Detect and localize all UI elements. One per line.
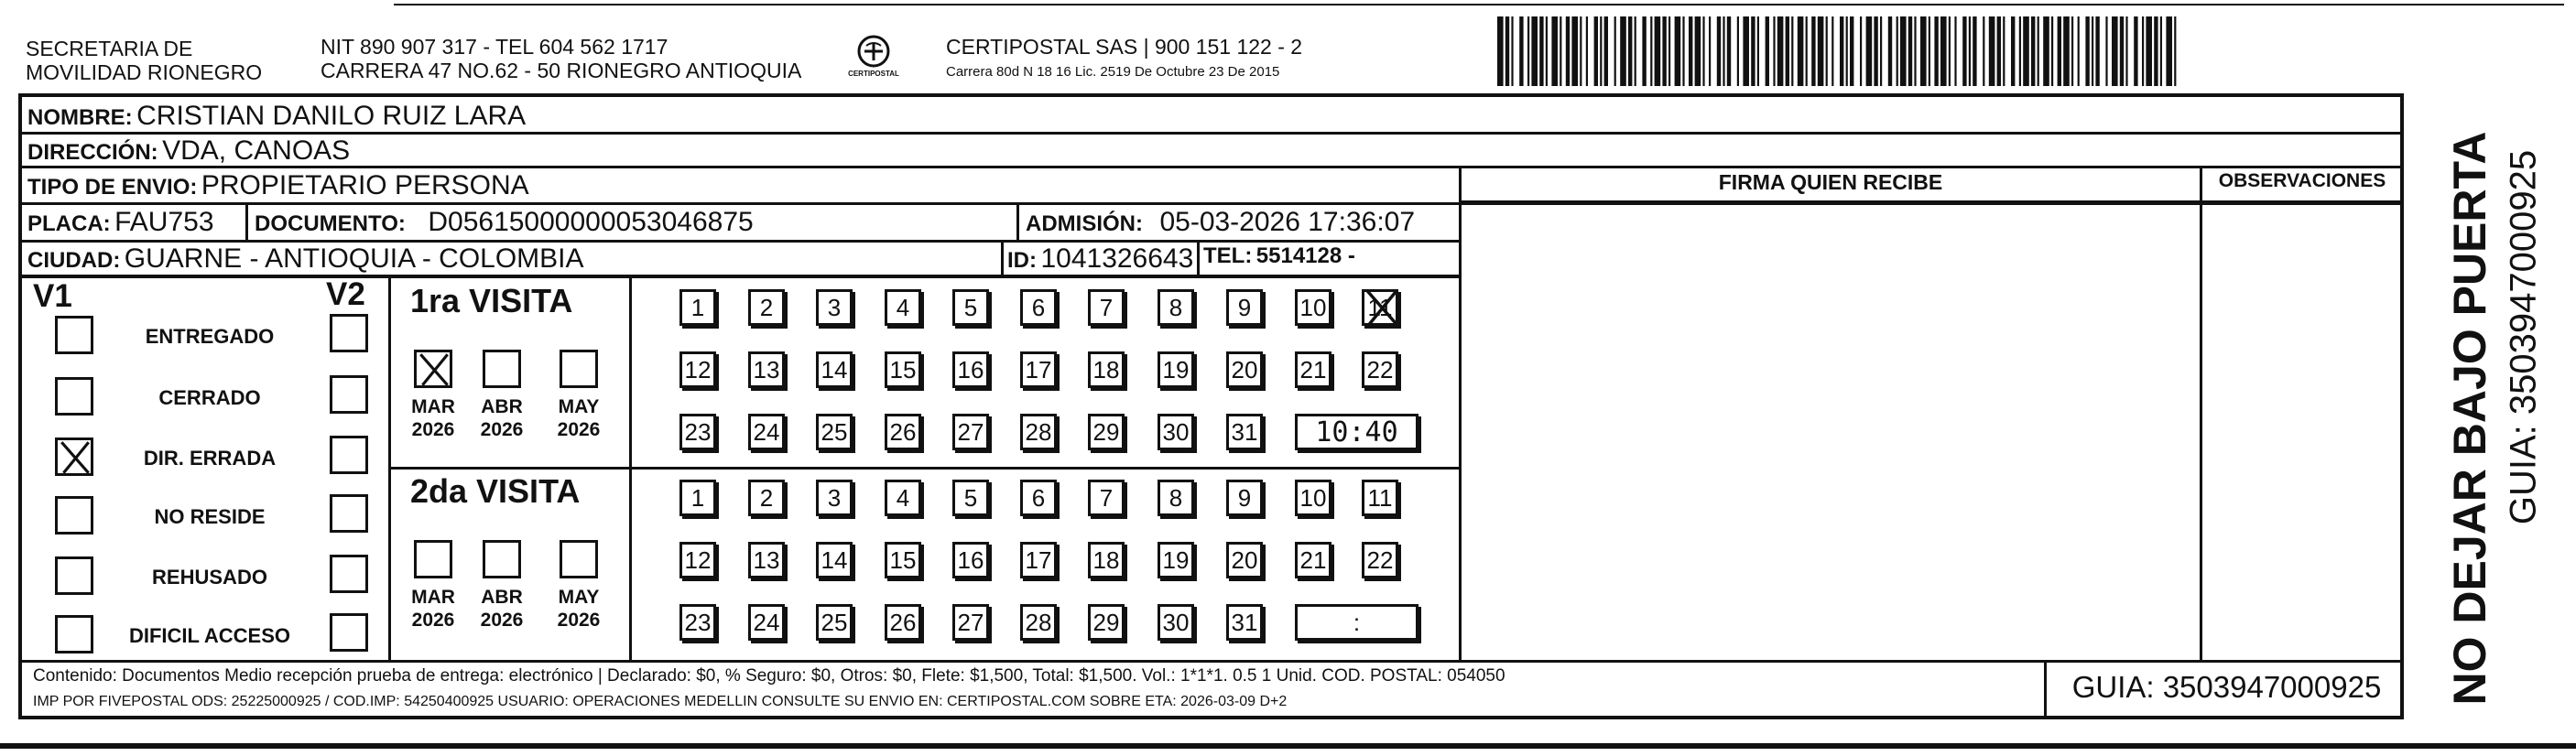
v2-checkbox[interactable] [330,436,368,474]
barcode-bar [1908,16,1912,86]
nombre-value: CRISTIAN DANILO RUIZ LARA [136,101,527,131]
barcode-bar [1635,16,1636,86]
day-box[interactable]: 28 [1020,604,1057,641]
month-label [406,395,461,441]
barcode-bar [2078,16,2080,86]
barcode-bar [1954,16,1956,86]
day-box[interactable]: 17 [1020,351,1057,388]
day-box[interactable]: 16 [952,542,989,578]
admision-label: ADMISIÓN: [1026,211,1143,236]
day-box[interactable]: 12 [679,542,716,578]
barcode-bar [2174,16,2176,86]
barcode-bar [2038,16,2039,86]
barcode-bar [1717,16,1721,86]
sender-name-line2: MOVILIDAD RIONEGRO [26,60,263,84]
barcode-bar [1614,16,1616,86]
day-box[interactable]: 5 [952,289,989,326]
barcode-bar [2071,16,2073,86]
nombre-row [27,101,526,132]
barcode-bar [1628,16,1632,86]
day-box[interactable]: 9 [1226,480,1263,516]
barcode-bar [1973,16,1976,86]
barcode-bar [1527,16,1529,86]
barcode-bar [1642,16,1646,86]
barcode-bar [1586,16,1588,86]
barcode-bar [1662,16,1666,86]
barcode-bar [1600,16,1602,86]
footer-guia: GUIA: 3503947000925 [2071,670,2382,704]
admision-separator [1016,205,1019,240]
barcode-bar [2095,16,2099,86]
barcode-bar [1594,16,1598,86]
barcode-bar [2166,16,2172,86]
month-label [406,586,461,632]
barcode-bar [2058,16,2061,86]
tel-label: TEL: [1203,243,1253,268]
v1-checkbox[interactable] [55,496,93,535]
barcode-bar [2142,16,2144,86]
day-box[interactable]: 5 [952,480,989,516]
top-rule [394,4,2564,5]
v2-checkbox[interactable] [330,375,368,414]
barcode-bar [1860,16,1862,86]
barcode-bar [1874,16,1877,86]
visit-divider [391,467,1460,470]
barcode-bar [1766,16,1769,86]
day-box[interactable]: 31 [1226,604,1263,641]
month-checkbox[interactable] [483,540,521,578]
day-box[interactable]: 10 [1295,480,1331,516]
barcode-bar [1723,16,1724,86]
month-checkbox[interactable] [483,350,521,388]
month-year: 2026 [411,419,455,440]
footer-imp: IMP POR FIVEPOSTAL ODS: 25225000925 / COD.IMP: 54250400925 USUARIO: OPERACIONES MEDELLIN CONSULTE SU ENVIO EN: CERTIPOSTAL.COM SOBRE ETA: 2026-03-09 D+2 [33,694,1288,709]
v1-label: V1 [33,278,72,314]
barcode-bar [1668,16,1670,86]
no-dejar-bajo-puerta: NO DEJAR BAJO PUERTA [2444,131,2495,706]
row-divider [20,132,2404,135]
barcode-bar [1546,16,1548,86]
tel-separator [1197,242,1200,275]
day-box[interactable]: 8 [1158,480,1194,516]
barcode-bar [1773,16,1775,86]
day-box[interactable]: 7 [1088,289,1125,326]
placa-label: PLACA: [27,211,111,236]
barcode-bar [1866,16,1873,86]
barcode-bar [1888,16,1892,86]
footer-contenido: Contenido: Documentos Medio recepción prueba de entrega: electrónico | Declarado: $0, % Seguro: $0, Otros: $0, Flete: $1,500, Total: $1,500. Vol.: 1*1*1. 0.5 1 Unid. COD. POSTAL: 054050 [33,666,1505,686]
check-x-mark [415,351,453,394]
barcode-bar [1811,16,1815,86]
day-box[interactable]: 19 [1158,351,1194,388]
barcode-bar [2051,16,2053,86]
placa-row [27,207,214,238]
day-box[interactable]: 19 [1158,542,1194,578]
barcode-bar [2146,16,2152,86]
day-box[interactable]: 24 [748,604,785,641]
day-box[interactable]: 23 [679,604,716,641]
day-box[interactable]: 2 [748,480,785,516]
day-box[interactable]: 7 [1088,480,1125,516]
v1-checkbox[interactable] [55,316,93,354]
barcode-bar [2092,16,2093,86]
check-x-mark [56,438,94,481]
barcode-bar [2023,16,2029,86]
day-box[interactable]: 6 [1020,480,1057,516]
v2-checkbox[interactable] [330,555,368,593]
v1-checkbox[interactable] [55,377,93,416]
barcode-bar [1743,16,1749,86]
day-box[interactable]: 4 [885,480,921,516]
barcode-bar [2120,16,2124,86]
month-label [551,395,606,441]
day-box[interactable]: 16 [952,351,989,388]
barcode-bar [1702,16,1704,86]
placa-value: FAU753 [114,207,214,237]
barcode-bar [1949,16,1951,86]
barcode-bar [1566,16,1570,86]
placa-separator [245,205,248,240]
day-box[interactable]: 30 [1158,414,1194,450]
admision-row [1026,207,1415,238]
barcode-bar [1880,16,1882,86]
day-box[interactable]: 3 [816,289,853,326]
day-box[interactable]: 20 [1226,351,1263,388]
barcode-bar [1580,16,1581,86]
month-year: 2026 [480,610,524,631]
v2-checkbox[interactable] [330,314,368,352]
barcode-bar [1914,16,1916,86]
sender-name-line1: SECRETARIA DE [26,37,193,60]
barcode-bar [1846,16,1848,86]
barcode-bar [1604,16,1608,86]
barcode-bar [2043,16,2049,86]
day-box[interactable]: 24 [748,414,785,450]
status-label: NO RESIDE [154,505,266,528]
barcode-bar [1650,16,1652,86]
barcode-bar [1786,16,1789,86]
month-year: 2026 [480,419,524,440]
day-box[interactable]: 26 [885,414,921,450]
month-year: 2026 [557,419,601,440]
day-box[interactable]: 23 [679,414,716,450]
barcode-bar [1806,16,1808,86]
barcode-bar [1840,16,1843,86]
tel-row [1203,243,1355,269]
month-checkbox[interactable] [414,540,452,578]
barcode-bar [1497,16,1504,86]
v2-checkbox[interactable] [330,494,368,533]
month-name: MAR [411,587,455,608]
nombre-label: NOMBRE: [27,105,133,130]
barcode-bar [2160,16,2162,86]
month-checkbox[interactable] [560,540,598,578]
barcode-bar [1655,16,1661,86]
day-box[interactable]: 14 [816,351,853,388]
ciudad-value: GUARNE - ANTIOQUIA - COLOMBIA [124,243,584,274]
day-box[interactable]: 11 [1362,480,1398,516]
status-column-border [388,278,391,661]
day-box[interactable]: 9 [1226,289,1263,326]
barcode-bar [2063,16,2070,86]
v2-checkbox[interactable] [330,613,368,652]
day-box[interactable]: 26 [885,604,921,641]
day-box[interactable]: 30 [1158,604,1194,641]
barcode-bar [1727,16,1731,86]
tipo-envio-row [27,170,529,201]
day-box[interactable]: 22 [1362,351,1398,388]
day-box[interactable]: 1 [679,289,716,326]
barcode-bar [1920,16,1927,86]
barcode-bar [1962,16,1966,86]
day-box[interactable]: 29 [1088,414,1125,450]
direccion-row [27,135,350,167]
day-box[interactable]: 3 [816,480,853,516]
barcode-bar [1675,16,1681,86]
time-box[interactable]: 10:40 [1295,414,1418,450]
tipo-envio-value: PROPIETARIO PERSONA [201,170,529,200]
month-name: ABR [481,396,523,417]
barcode-bar [1897,16,1898,86]
barcode-bar [1709,16,1711,86]
barcode-bar [1571,16,1578,86]
barcode-bar [2019,16,2021,86]
time-box[interactable]: : [1295,604,1418,641]
barcode-bar [1826,16,1828,86]
barcode-bar [1777,16,1784,86]
check-x-mark [1361,286,1403,337]
day-box[interactable]: 2 [748,289,785,326]
day-box[interactable]: 21 [1295,542,1331,578]
barcode-bar [1511,16,1513,86]
barcode-bar [2003,16,2005,86]
id-row [1007,243,1193,275]
ciudad-label: CIUDAD: [27,248,121,273]
day-box[interactable]: 21 [1295,351,1331,388]
day-box[interactable]: 17 [1020,542,1057,578]
barcode-bar [1818,16,1824,86]
status-label: REHUSADO [152,566,267,589]
month-label [474,586,529,632]
firma-header-underline [1462,200,2404,203]
barcode-bar [1850,16,1853,86]
barcode-bar [1551,16,1558,86]
sender-nit: NIT 890 907 317 - TEL 604 562 1717 [321,35,668,59]
month-checkbox[interactable] [560,350,598,388]
documento-label: DOCUMENTO: [255,211,406,236]
day-box[interactable]: 15 [885,351,921,388]
month-name: MAY [558,587,600,608]
barcode-bar [1539,16,1543,86]
barcode-bar [2011,16,2015,86]
barcode-bar [1969,16,1971,86]
day-box[interactable]: 20 [1226,542,1263,578]
visit-title: 2da VISITA [410,472,581,510]
day-box[interactable]: 25 [816,604,853,641]
day-box[interactable]: 29 [1088,604,1125,641]
v2-label: V2 [326,276,365,312]
month-year: 2026 [557,610,601,631]
day-box[interactable]: 6 [1020,289,1057,326]
firma-left-border [1459,166,1462,662]
day-box[interactable]: 22 [1362,542,1398,578]
day-box[interactable]: 15 [885,542,921,578]
barcode-bar [2085,16,2089,86]
firma-quien-recibe-label: FIRMA QUIEN RECIBE [1718,170,1943,194]
barcode-bar [1620,16,1626,86]
company-license: Carrera 80d N 18 16 Lic. 2519 De Octubre 23 De 2015 [946,64,1280,80]
barcode-bar [1757,16,1759,86]
barcode-bar [1695,16,1701,86]
row-divider [20,240,1461,243]
row-divider [20,166,2404,168]
day-box[interactable]: 10 [1295,289,1331,326]
row-divider [20,275,1461,278]
barcode [1497,16,2179,86]
barcode-bar [1737,16,1739,86]
ciudad-row [27,243,584,275]
barcode-bar [1929,16,1930,86]
barcode-bar [2154,16,2158,86]
admision-value: 05-03-2026 17:36:07 [1159,207,1416,237]
v1-checkbox[interactable] [55,615,93,653]
month-column-border [629,278,632,661]
barcode-bar [2105,16,2107,86]
barcode-bar [1531,16,1538,86]
direccion-value: VDA, CANOAS [162,135,351,166]
company-info: CERTIPOSTAL SAS | 900 151 122 - 2 [946,35,1303,59]
day-box[interactable]: 18 [1088,351,1125,388]
day-box[interactable]: 8 [1158,289,1194,326]
documento-row [255,207,754,238]
day-box[interactable]: 14 [816,542,853,578]
day-box[interactable]: 27 [952,414,989,450]
bottom-border [0,743,2576,749]
barcode-bar [1751,16,1755,86]
id-label: ID: [1007,248,1037,273]
barcode-bar [1505,16,1509,86]
barcode-bar [1831,16,1833,86]
barcode-bar [1940,16,1947,86]
visit-title: 1ra VISITA [410,282,573,319]
month-year: 2026 [411,610,455,631]
barcode-bar [1798,16,1804,86]
day-box[interactable]: 13 [748,542,785,578]
day-box[interactable]: 13 [748,351,785,388]
day-box[interactable]: 27 [952,604,989,641]
tipo-envio-label: TIPO DE ENVIO: [27,175,198,200]
barcode-bar [1791,16,1793,86]
barcode-bar [1519,16,1523,86]
status-label: CERRADO [158,386,261,409]
month-label [551,586,606,632]
certipostal-logo [841,31,907,86]
day-box[interactable]: 18 [1088,542,1125,578]
barcode-bar [1983,16,1984,86]
v1-checkbox[interactable] [55,556,93,595]
barcode-bar [2112,16,2118,86]
month-checkbox[interactable] [414,350,452,388]
guia-box-border [2044,661,2047,719]
id-value: 1041326643 [1040,243,1194,274]
status-label: ENTREGADO [145,325,275,348]
barcode-bar [1560,16,1561,86]
side-guia: GUIA: 3503947000925 [2503,149,2544,525]
day-box[interactable]: 1 [679,480,716,516]
barcode-bar [1689,16,1692,86]
day-box[interactable]: 31 [1226,414,1263,450]
barcode-bar [2125,16,2127,86]
v1-checkbox[interactable] [55,437,93,476]
barcode-bar [1997,16,2001,86]
barcode-bar [2031,16,2035,86]
month-name: MAY [558,396,600,417]
month-label [474,395,529,441]
documento-value: D05615000000053046875 [428,207,754,237]
direccion-label: DIRECCIÓN: [27,140,158,165]
month-name: MAR [411,396,455,417]
status-label: DIR. ERRADA [143,447,277,470]
day-box[interactable]: 25 [816,414,853,450]
id-separator [1001,242,1004,275]
logo-text: CERTIPOSTAL [848,70,899,78]
day-box[interactable]: 12 [679,351,716,388]
day-box[interactable]: 28 [1020,414,1057,450]
day-box[interactable]: 11 [1362,289,1398,326]
barcode-bar [1682,16,1684,86]
sender-address: CARRERA 47 NO.62 - 50 RIONEGRO ANTIOQUIA [321,59,802,82]
day-box[interactable]: 4 [885,289,921,326]
status-label: DIFICIL ACCESO [128,624,290,647]
barcode-bar [1934,16,1938,86]
observaciones-left-border [2200,166,2202,662]
month-name: ABR [481,587,523,608]
barcode-bar [1989,16,1995,86]
barcode-bar [2134,16,2137,86]
observaciones-label: OBSERVACIONES [2218,170,2386,191]
barcode-bar [1900,16,1907,86]
tel-value: 5514128 - [1255,243,1355,268]
